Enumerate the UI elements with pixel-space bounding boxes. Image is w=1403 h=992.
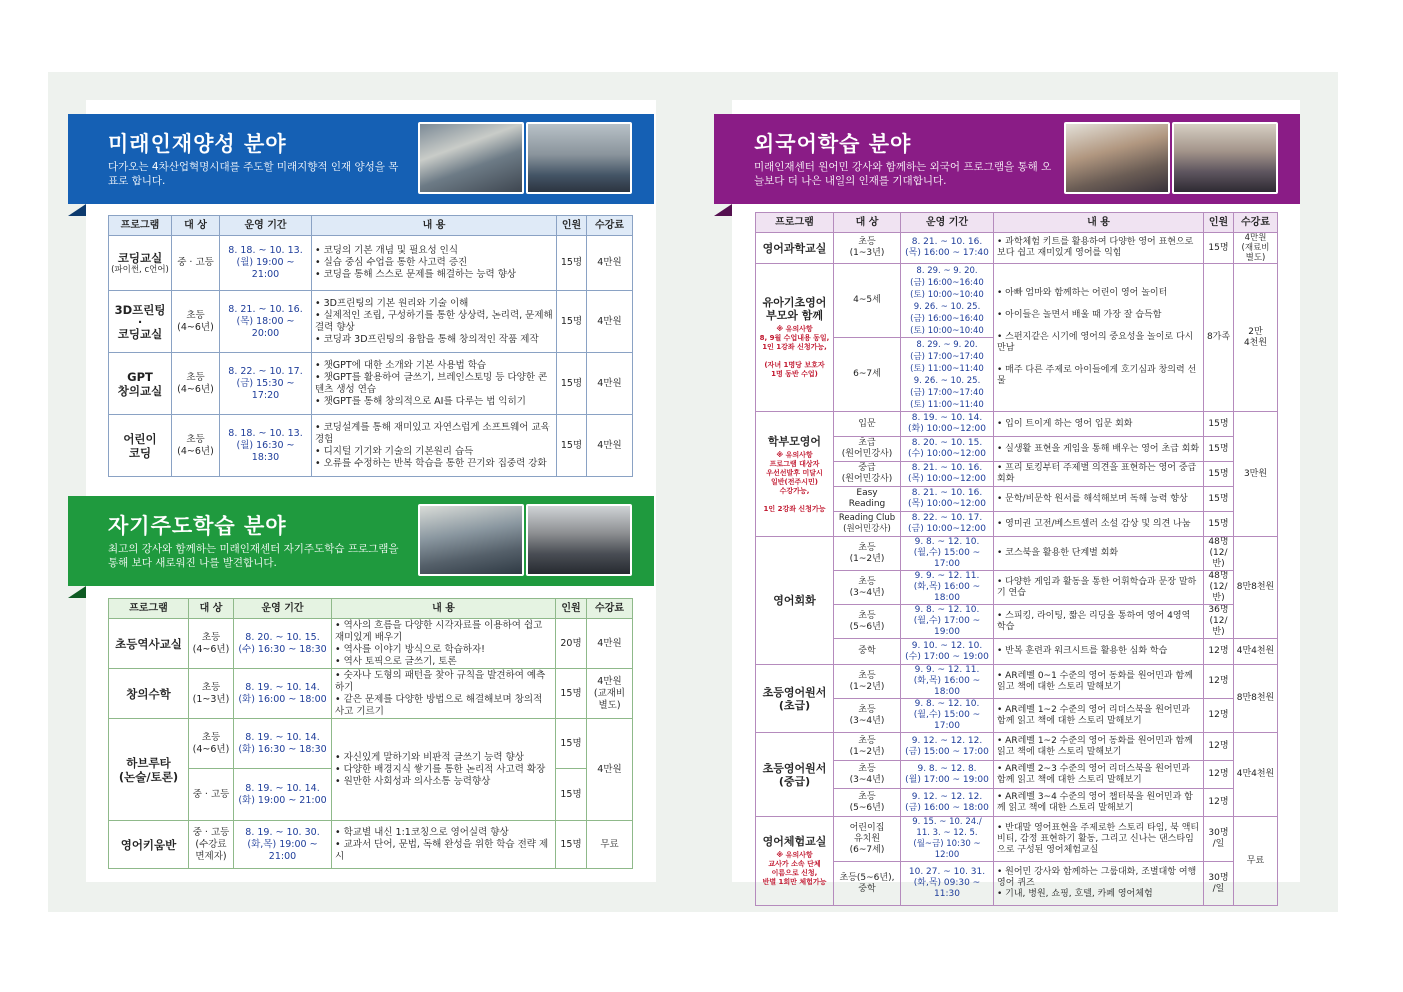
program-name: 영어키움반 <box>109 821 189 869</box>
target: Reading Club (원어민강사) <box>834 512 901 537</box>
table-row <box>756 571 1278 605</box>
people: 15명 <box>557 291 587 353</box>
content: • 코스북을 활용한 단계별 회화 <box>994 537 1204 571</box>
fee: 3만원 <box>1234 412 1278 537</box>
content: • AR레벨 1~2 수준의 영어 동화를 원어민과 함께 읽고 책에 대한 스토리 말해보기 <box>994 733 1204 761</box>
section-title: 외국어학습 분야 <box>754 132 912 156</box>
col-fee: 수강료 <box>587 599 633 619</box>
classroom-photo <box>418 504 524 576</box>
people: 15명 <box>556 669 587 719</box>
fee: 8만8천원 <box>1234 537 1278 639</box>
target: 입문 <box>834 412 901 437</box>
period: 8. 21. ~ 10. 16. (목) 18:00 ~ 20:00 <box>220 291 312 353</box>
classroom-photo <box>526 122 632 194</box>
program-name: 3D프린팅 · 코딩교실 <box>109 291 172 353</box>
target: 초등 (1~2년) <box>834 733 901 761</box>
period: 8. 19. ~ 10. 30. (화,목) 19:00 ~ 21:00 <box>234 821 332 869</box>
section-title: 미래인재양성 분야 <box>108 132 287 156</box>
col-people: 인원 <box>1204 213 1234 233</box>
period: 9. 8. ~ 12. 10. (월,수) 15:00 ~ 17:00 <box>901 699 994 733</box>
period: 9. 8. ~ 12. 10. (월,수) 15:00 ~ 17:00 <box>901 537 994 571</box>
section-description: 미래인재센터 원어민 강사와 함께하는 외국어 프로그램을 통해 오늘보다 더 나은 내일의 인재를 기대합니다. <box>754 161 1052 187</box>
period: 10. 27. ~ 10. 31. (화,목) 09:30 ~ 11:30 <box>901 862 994 906</box>
people: 15명 <box>1204 233 1234 264</box>
content: • AR레벨 1~2 수준의 영어 리더스북을 원어민과 함께 읽고 책에 대한 스토리 말해보기 <box>994 699 1204 733</box>
program-name: 어린이 코딩 <box>109 415 172 477</box>
period: 8. 19. ~ 10. 14. (화) 10:00~12:00 <box>901 412 994 437</box>
program-name: 영어회화 <box>756 537 834 665</box>
period: 9. 9. ~ 12. 11. (화,목) 16:00 ~ 18:00 <box>901 665 994 699</box>
content: • 학교별 내신 1:1코칭으로 영어실력 향상 • 교과서 단어, 문법, 독해 완성을 위한 학습 전략 제시 <box>332 821 556 869</box>
content: • AR레벨 0~1 수준의 영어 동화를 원어민과 함께읽고 책에 대한 스토리 말해보기 <box>994 665 1204 699</box>
target: 초급 (원어민강사) <box>834 437 901 462</box>
program-name: 창의수학 <box>109 669 189 719</box>
table-row <box>109 291 633 353</box>
col-target: 대 상 <box>189 599 234 619</box>
people: 12명 <box>1204 699 1234 733</box>
program-name: 유아기초영어 부모와 함께 ※ 유의사항 8, 9월 수업내용 동일, 1인 1강좌 신청가능, (자녀 1명당 보호자 1명 동반 수업) <box>756 264 834 412</box>
table-row <box>756 437 1278 462</box>
target: 중 · 고등 <box>189 769 234 821</box>
program-name: 초등영어원서 (중급) <box>756 733 834 817</box>
target: 초등 (3~4년) <box>834 699 901 733</box>
program-name: 영어과학교실 <box>756 233 834 264</box>
col-program: 프로그램 <box>756 213 834 233</box>
col-period: 운영 기간 <box>234 599 332 619</box>
target: 초등(5~6년), 중학 <box>834 862 901 906</box>
program-name: GPT 창의교실 <box>109 353 172 415</box>
table-row <box>756 699 1278 733</box>
banner-fold <box>714 204 732 216</box>
col-period: 운영 기간 <box>220 216 312 236</box>
people: 15명 <box>557 236 587 291</box>
target: 초등 (5~6년) <box>834 605 901 639</box>
content: • 원어민 강사와 함께하는 그룹대화, 조별대항 여행영어 퀴즈 • 기내, 병원, 쇼핑, 호텔, 카페 영어체험 <box>994 862 1204 906</box>
table-future-programs <box>108 215 633 477</box>
content: • 영미권 고전/베스트셀러 소설 감상 및 의견 나눔 <box>994 512 1204 537</box>
col-content: 내 용 <box>994 213 1204 233</box>
content: • 자신있게 말하기와 비판적 글쓰기 능력 향상 • 다양한 배경지식 쌓기를 통한 논리적 사고력 확장 • 원만한 사회성과 의사소통 능력향상 <box>332 719 556 821</box>
program-name: 하브루타 (논술/토론) <box>109 719 189 821</box>
col-people: 인원 <box>556 599 587 619</box>
content: • 코딩설계를 통해 재미있고 자연스럽게 소프트웨어 교육 경험 • 디지털 기기와 기술의 기본원리 습득 • 오류를 수정하는 반복 학습을 통한 끈기와 집중력 강화 <box>312 415 557 477</box>
classroom-photo <box>526 504 632 576</box>
content: • 프리 토킹부터 주제별 의견을 표현하는 영어 중급 회화 <box>994 462 1204 487</box>
col-content: 내 용 <box>312 216 557 236</box>
table-row <box>756 789 1278 817</box>
people: 15명 <box>556 821 587 869</box>
people: 12명 <box>1204 665 1234 699</box>
col-fee: 수강료 <box>587 216 633 236</box>
fee: 4만원 <box>587 236 633 291</box>
period: 8. 18. ~ 10. 13. (월) 19:00 ~ 21:00 <box>220 236 312 291</box>
classroom-photo <box>1172 122 1278 194</box>
period: 9. 12. ~ 12. 12. (금) 15:00 ~ 17:00 <box>901 733 994 761</box>
period: 9. 8. ~ 12. 8. (월) 17:00 ~ 19:00 <box>901 761 994 789</box>
banner-fold <box>68 204 86 216</box>
people: 12명 <box>1204 733 1234 761</box>
col-program: 프로그램 <box>109 216 172 236</box>
section-banner-language <box>714 114 1300 204</box>
period: 8. 20. ~ 10. 15. (수) 16:30 ~ 18:30 <box>234 619 332 669</box>
period: 8. 29. ~ 9. 20. (금) 17:00~17:40 (토) 11:00~11:40 9. 26. ~ 10. 25. (금) 17:00~17:40 (토) 11:00~11:40 <box>901 338 994 412</box>
content: • AR레벨 2~3 수준의 영어 리더스북을 원어민과 함께 읽고 책에 대한 스토리 말해보기 <box>994 761 1204 789</box>
people: 12명 <box>1204 789 1234 817</box>
target: 중학 <box>834 639 901 665</box>
table-row <box>756 487 1278 512</box>
table-row <box>109 415 633 477</box>
content: • 입이 트이게 하는 영어 입문 회화 <box>994 412 1204 437</box>
content: • 반복 훈련과 워크시트를 활용한 심화 학습 <box>994 639 1204 665</box>
target: 초등 (3~4년) <box>834 571 901 605</box>
table-row <box>756 817 1278 862</box>
section-banner-selfdirected <box>68 496 654 586</box>
program-name: 코딩교실 (파이썬, c언어) <box>109 236 172 291</box>
target: 4~5세 <box>834 264 901 338</box>
col-program: 프로그램 <box>109 599 189 619</box>
fee: 8만8천원 <box>1234 665 1278 733</box>
fee: 4만원 <box>587 415 633 477</box>
target: 초등 (1~3년) <box>189 669 234 719</box>
table-row <box>756 761 1278 789</box>
target: 초등 (4~6년) <box>172 291 220 353</box>
period: 9. 9. ~ 12. 11. (화,목) 16:00 ~ 18:00 <box>901 571 994 605</box>
col-people: 인원 <box>557 216 587 236</box>
period: 9. 12. ~ 12. 12. (금) 16:00 ~ 18:00 <box>901 789 994 817</box>
people: 15명 <box>1204 487 1234 512</box>
people: 15명 <box>557 415 587 477</box>
table-row <box>756 264 1278 338</box>
fee: 4만4천원 <box>1234 733 1278 817</box>
table-language-programs <box>755 212 1278 906</box>
content: • 과학체험 키트를 활용하여 다양한 영어 표현으로 보다 쉽고 재미있게 영어를 익힘 <box>994 233 1204 264</box>
target: 초등 (4~6년) <box>189 719 234 769</box>
table-row <box>109 353 633 415</box>
banner-fold <box>68 586 86 598</box>
content: • 챗GPT에 대한 소개와 기본 사용법 학습 • 챗GPT를 활용하여 글쓰기, 브레인스토밍 등 다양한 콘텐츠 생성 연습 • 챗GPT를 통해 창의적으로 AI를 다루는 법 익히기 <box>312 353 557 415</box>
table-row <box>756 512 1278 537</box>
period: 9. 15. ~ 10. 24./ 11. 3. ~ 12. 5. (월~금) 10:30 ~ 12:00 <box>901 817 994 862</box>
fee: 4만원 <box>587 619 633 669</box>
target: 초등 (1~2년) <box>834 537 901 571</box>
target: 초등 (4~6년) <box>189 619 234 669</box>
target: 6~7세 <box>834 338 901 412</box>
period: 8. 21. ~ 10. 16. (목) 16:00 ~ 17:40 <box>901 233 994 264</box>
period: 8. 21. ~ 10. 16. (목) 10:00~12:00 <box>901 462 994 487</box>
people: 30명 /일 <box>1204 817 1234 862</box>
people: 15명 <box>556 769 587 821</box>
table-row <box>109 719 633 769</box>
people: 36명 (12/반) <box>1204 605 1234 639</box>
people: 48명 (12/반) <box>1204 571 1234 605</box>
period: 8. 22. ~ 10. 17. (금) 15:30 ~ 17:20 <box>220 353 312 415</box>
fee: 4만원 <box>587 291 633 353</box>
section-description: 다가오는 4차산업혁명시대를 주도할 미래지향적 인재 양성을 목표로 합니다. <box>108 161 399 187</box>
table-selfdirected-programs <box>108 598 633 869</box>
content: • 역사의 흐름을 다양한 시각자료를 이용하여 쉽고 재미있게 배우기 • 역사를 이야기 방식으로 학습하자! • 역사 토픽으로 글쓰기, 토론 <box>332 619 556 669</box>
fee: 무료 <box>1234 817 1278 906</box>
classroom-photo <box>1064 122 1170 194</box>
section-banner-future <box>68 114 654 204</box>
table-row <box>109 821 633 869</box>
target: 초등 (3~4년) <box>834 761 901 789</box>
col-fee: 수강료 <box>1234 213 1278 233</box>
fee: 4만4천원 <box>1234 639 1278 665</box>
people: 30명 /일 <box>1204 862 1234 906</box>
fee: 4만원 <box>587 353 633 415</box>
fee: 4만원 (재료비 별도) <box>1234 233 1278 264</box>
people: 15명 <box>557 353 587 415</box>
people: 8가족 <box>1204 264 1234 412</box>
content: • 코딩의 기본 개념 및 필요성 인식 • 실습 중심 수업을 통한 사고력 증진 • 코딩을 통해 스스로 문제를 해결하는 능력 향상 <box>312 236 557 291</box>
table-row <box>109 236 633 291</box>
content: • 3D프린팅의 기본 원리와 기술 이해 • 실제적인 조립, 구성하기를 통한 상상력, 논리력, 문제해결력 향상 • 코딩과 3D프린팅의 융합을 통해 창의적인 작품 제작 <box>312 291 557 353</box>
people: 12명 <box>1204 639 1234 665</box>
people: 20명 <box>556 619 587 669</box>
program-name: 영어체험교실 ※ 유의사항 교사가 소속 단체 이름으로 신청, 반별 1회만 체험가능 <box>756 817 834 906</box>
col-period: 운영 기간 <box>901 213 994 233</box>
table-row <box>756 233 1278 264</box>
content: • 숫자나 도형의 패턴을 찾아 규칙을 발견하여 예측하기 • 같은 문제를 다양한 방법으로 해결해보며 창의적 사고 기르기 <box>332 669 556 719</box>
target: 초등 (4~6년) <box>172 353 220 415</box>
period: 8. 19. ~ 10. 14. (화) 19:00 ~ 21:00 <box>234 769 332 821</box>
target: 중 · 고등 (수강료 면제자) <box>189 821 234 869</box>
program-name: 학부모영어 ※ 유의사항 프로그램 대상자 우선선발후 미달시 일반(전주시민) 수강가능, 1인 2강좌 신청가능 <box>756 412 834 537</box>
classroom-photo <box>418 122 524 194</box>
table-row <box>109 669 633 719</box>
table-row <box>756 733 1278 761</box>
section-description: 최고의 강사와 함께하는 미래인재센터 자기주도학습 프로그램을 통해 보다 새로워진 나를 발견합니다. <box>108 543 399 569</box>
people: 15명 <box>1204 437 1234 462</box>
target: 초등 (1~2년) <box>834 665 901 699</box>
period: 8. 22. ~ 10. 17. (금) 10:00~12:00 <box>901 512 994 537</box>
target: 초등 (1~3년) <box>834 233 901 264</box>
period: 8. 19. ~ 10. 14. (화) 16:30 ~ 18:30 <box>234 719 332 769</box>
table-row <box>756 639 1278 665</box>
people: 15명 <box>1204 412 1234 437</box>
content: • 아빠 엄마와 함께하는 어린이 영어 놀이터 • 아이들은 놀면서 배울 때 가장 잘 습득함 • 스펀지같은 시기에 영어의 중요성을 놀이로 다시 만남 • 매주 다른 주제로 아이들에게 호기심과 창의력 선물 <box>994 264 1204 412</box>
content: • 다양한 게임과 활동을 통한 어휘학습과 문장 말하기 연습 <box>994 571 1204 605</box>
col-target: 대 상 <box>172 216 220 236</box>
content: • AR레벨 3~4 수준의 영어 챕터북을 원어민과 함께 읽고 책에 대한 스토리 말해보기 <box>994 789 1204 817</box>
target: 중 · 고등 <box>172 236 220 291</box>
period: 8. 19. ~ 10. 14. (화) 16:00 ~ 18:00 <box>234 669 332 719</box>
period: 8. 21. ~ 10. 16. (목) 10:00~12:00 <box>901 487 994 512</box>
period: 8. 20. ~ 10. 15. (수) 10:00~12:00 <box>901 437 994 462</box>
col-target: 대 상 <box>834 213 901 233</box>
content: • 실생활 표현을 게임을 통해 배우는 영어 초급 회화 <box>994 437 1204 462</box>
people: 15명 <box>556 719 587 769</box>
target: 초등 (4~6년) <box>172 415 220 477</box>
content: • 스피킹, 라이팅, 짧은 리딩을 통하여 영어 4영역 학습 <box>994 605 1204 639</box>
content: • 반대말 영어표현을 주제로한 스토리 타임, 북 액티비티, 감정 표현하기 활동, 그리고 신나는 댄스타임으로 구성된 영어체험교실 <box>994 817 1204 862</box>
program-name: 초등영어원서 (초급) <box>756 665 834 733</box>
table-row <box>756 862 1278 906</box>
fee: 4만원 <box>587 719 633 821</box>
people: 48명 (12/반) <box>1204 537 1234 571</box>
fee: 4만원 (교재비 별도) <box>587 669 633 719</box>
people: 15명 <box>1204 512 1234 537</box>
people: 15명 <box>1204 462 1234 487</box>
table-row <box>756 665 1278 699</box>
fee: 2만 4천원 <box>1234 264 1278 412</box>
target: 어린이집 유치원 (6~7세) <box>834 817 901 862</box>
program-name: 초등역사교실 <box>109 619 189 669</box>
target: Easy Reading <box>834 487 901 512</box>
table-row <box>756 537 1278 571</box>
table-row <box>109 619 633 669</box>
people: 12명 <box>1204 761 1234 789</box>
target: 중급 (원어민강사) <box>834 462 901 487</box>
target: 초등 (5~6년) <box>834 789 901 817</box>
content: • 문학/비문학 원서를 해석해보며 독해 능력 향상 <box>994 487 1204 512</box>
section-title: 자기주도학습 분야 <box>108 514 287 538</box>
period: 8. 18. ~ 10. 13. (월) 16:30 ~ 18:30 <box>220 415 312 477</box>
col-content: 내 용 <box>332 599 556 619</box>
table-row <box>756 462 1278 487</box>
period: 9. 10. ~ 12. 10. (수) 17:00 ~ 19:00 <box>901 639 994 665</box>
table-row <box>756 412 1278 437</box>
period: 8. 29. ~ 9. 20. (금) 16:00~16:40 (토) 10:00~10:40 9. 26. ~ 10. 25. (금) 16:00~16:40 (토) 10:00~10:40 <box>901 264 994 338</box>
fee: 무료 <box>587 821 633 869</box>
table-row <box>756 605 1278 639</box>
period: 9. 8. ~ 12. 10. (월,수) 17:00 ~ 19:00 <box>901 605 994 639</box>
